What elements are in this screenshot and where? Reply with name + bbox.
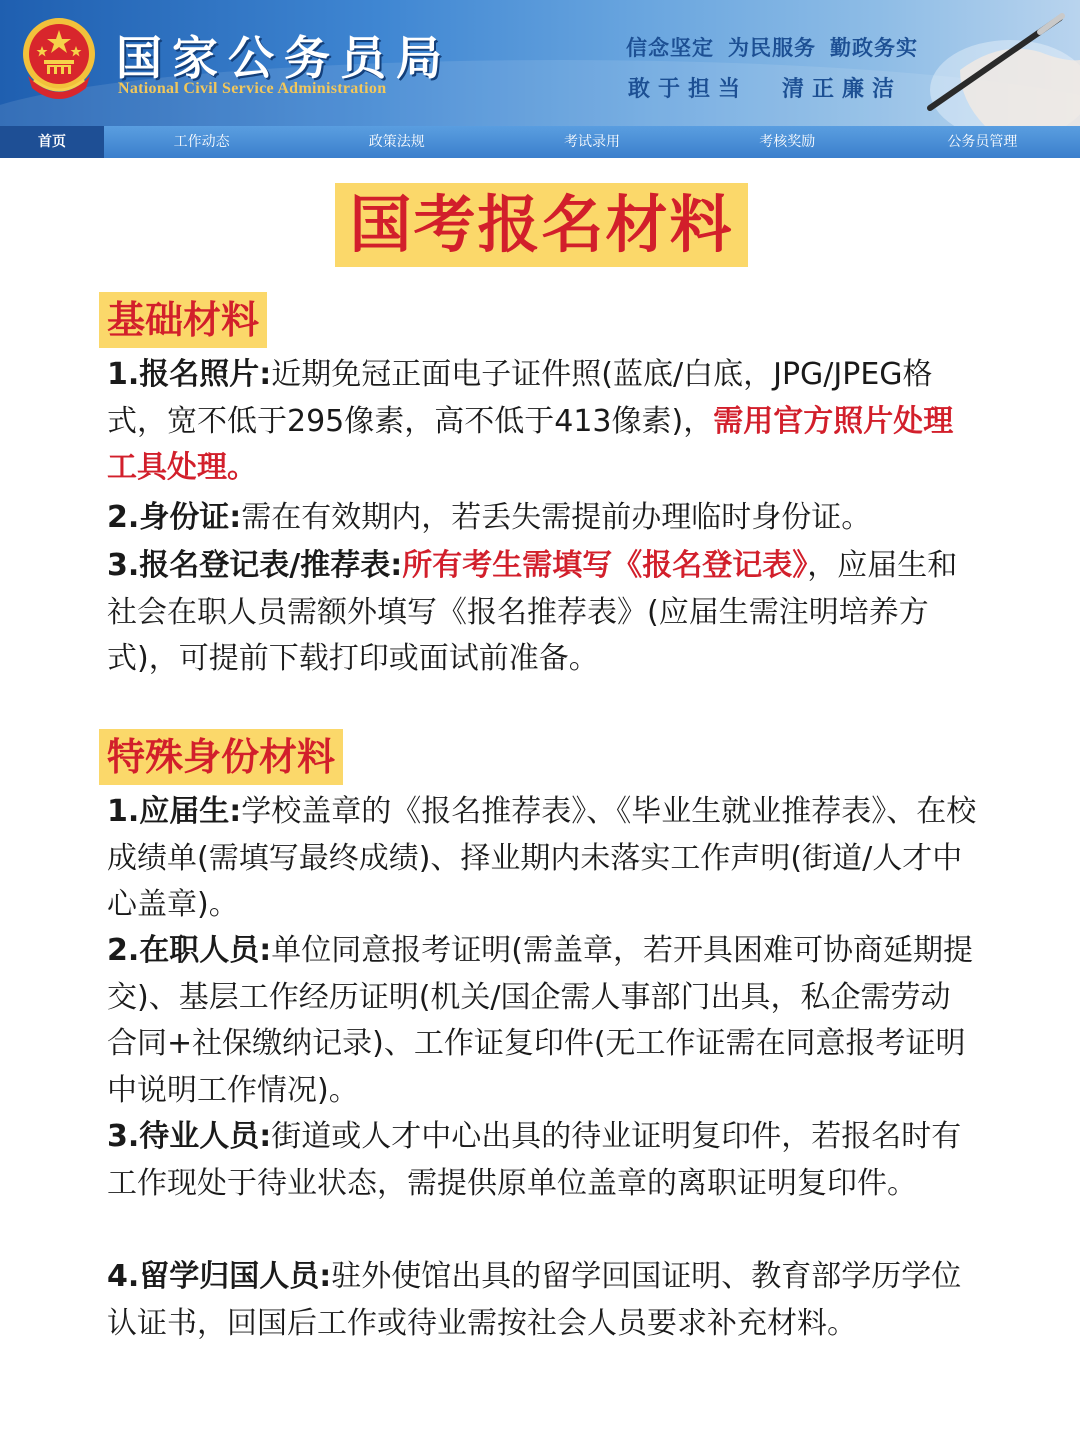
item-label: 3.待业人员: bbox=[107, 1119, 272, 1154]
page-title: 国考报名材料 bbox=[335, 183, 748, 267]
item-label: 1.应届生: bbox=[107, 794, 242, 829]
item-label: 1.报名照片: bbox=[107, 357, 272, 392]
writing-hand-decoration bbox=[890, 0, 1080, 126]
nav-item-work-news[interactable]: 工作动态 bbox=[173, 134, 230, 150]
motto-line-1 bbox=[626, 32, 932, 62]
motto-phrase: 勤政务实 bbox=[830, 36, 918, 60]
org-name-en: National Civil Service Administration bbox=[118, 80, 387, 97]
main-nav bbox=[0, 126, 1080, 158]
item-highlight: 所有考生需填写《报名登记表》 bbox=[402, 548, 808, 583]
nav-item-policies[interactable]: 政策法规 bbox=[368, 134, 425, 150]
item-text: 单位同意报考证明(需盖章，若开具困难可协商延期提交)、基层工作经历证明(机关/国企需人事部门出具，私企需劳动合同+社保缴纳记录)、工作证复印件(无工作证需在同意报考证明中说明工作情况)。 bbox=[107, 933, 973, 1108]
item-label: 3.报名登记表/推荐表: bbox=[107, 548, 403, 583]
item-text: 近期免冠正面电子证件照(蓝底/白底，JPG/JPEG格式，宽不低于295像素，高不低于413像素)， bbox=[107, 357, 933, 439]
item-text: ，应届生和社会在职人员需额外填写《报名推荐表》(应届生需注明培养方式)，可提前下载打印或面试前准备。 bbox=[107, 548, 958, 676]
nav-item-assessment-rewards[interactable]: 考核奖励 bbox=[759, 134, 816, 150]
nav-item-civil-servant-management[interactable]: 公务员管理 bbox=[947, 134, 1018, 150]
item-id-card bbox=[107, 495, 977, 542]
item-employed bbox=[107, 928, 977, 1114]
item-label: 4.留学归国人员: bbox=[107, 1259, 332, 1294]
section-title-basic: 基础材料 bbox=[99, 292, 267, 348]
item-text: 学校盖章的《报名推荐表》、《毕业生就业推荐表》、在校成绩单(需填写最终成绩)、择业期内未落实工作声明(街道/人才中心盖章)。 bbox=[107, 794, 977, 922]
motto-phrase: 信念坚定 bbox=[626, 36, 714, 60]
item-photo bbox=[107, 352, 977, 492]
item-fresh-graduate bbox=[107, 789, 977, 929]
motto-phrase: 为民服务 bbox=[728, 36, 816, 60]
item-returned-overseas bbox=[107, 1254, 977, 1347]
section-title-special: 特殊身份材料 bbox=[99, 729, 343, 785]
item-unemployed bbox=[107, 1114, 977, 1207]
org-name-cn: 国家公务员局 bbox=[116, 31, 452, 85]
motto-phrase: 清正廉洁 bbox=[782, 77, 903, 102]
national-emblem-icon bbox=[20, 16, 98, 102]
item-text: 街道或人才中心出具的待业证明复印件，若报名时有工作现处于待业状态，需提供原单位盖章的离职证明复印件。 bbox=[107, 1119, 962, 1201]
item-registration-form bbox=[107, 543, 977, 683]
item-text: 驻外使馆出具的留学回国证明、教育部学历学位认证书，回国后工作或待业需按社会人员要求补充材料。 bbox=[107, 1259, 962, 1341]
site-header-banner bbox=[0, 0, 1080, 126]
item-highlight: 需用官方照片处理工具处理。 bbox=[107, 403, 954, 485]
nav-item-exam-recruitment[interactable]: 考试录用 bbox=[564, 134, 620, 150]
motto-phrase: 敢于担当 bbox=[628, 77, 749, 102]
item-label: 2.在职人员: bbox=[107, 933, 272, 968]
item-label: 2.身份证: bbox=[107, 500, 242, 535]
nav-item-home[interactable]: 首页 bbox=[0, 126, 104, 158]
item-text: 需在有效期内，若丢失需提前办理临时身份证。 bbox=[241, 500, 872, 535]
